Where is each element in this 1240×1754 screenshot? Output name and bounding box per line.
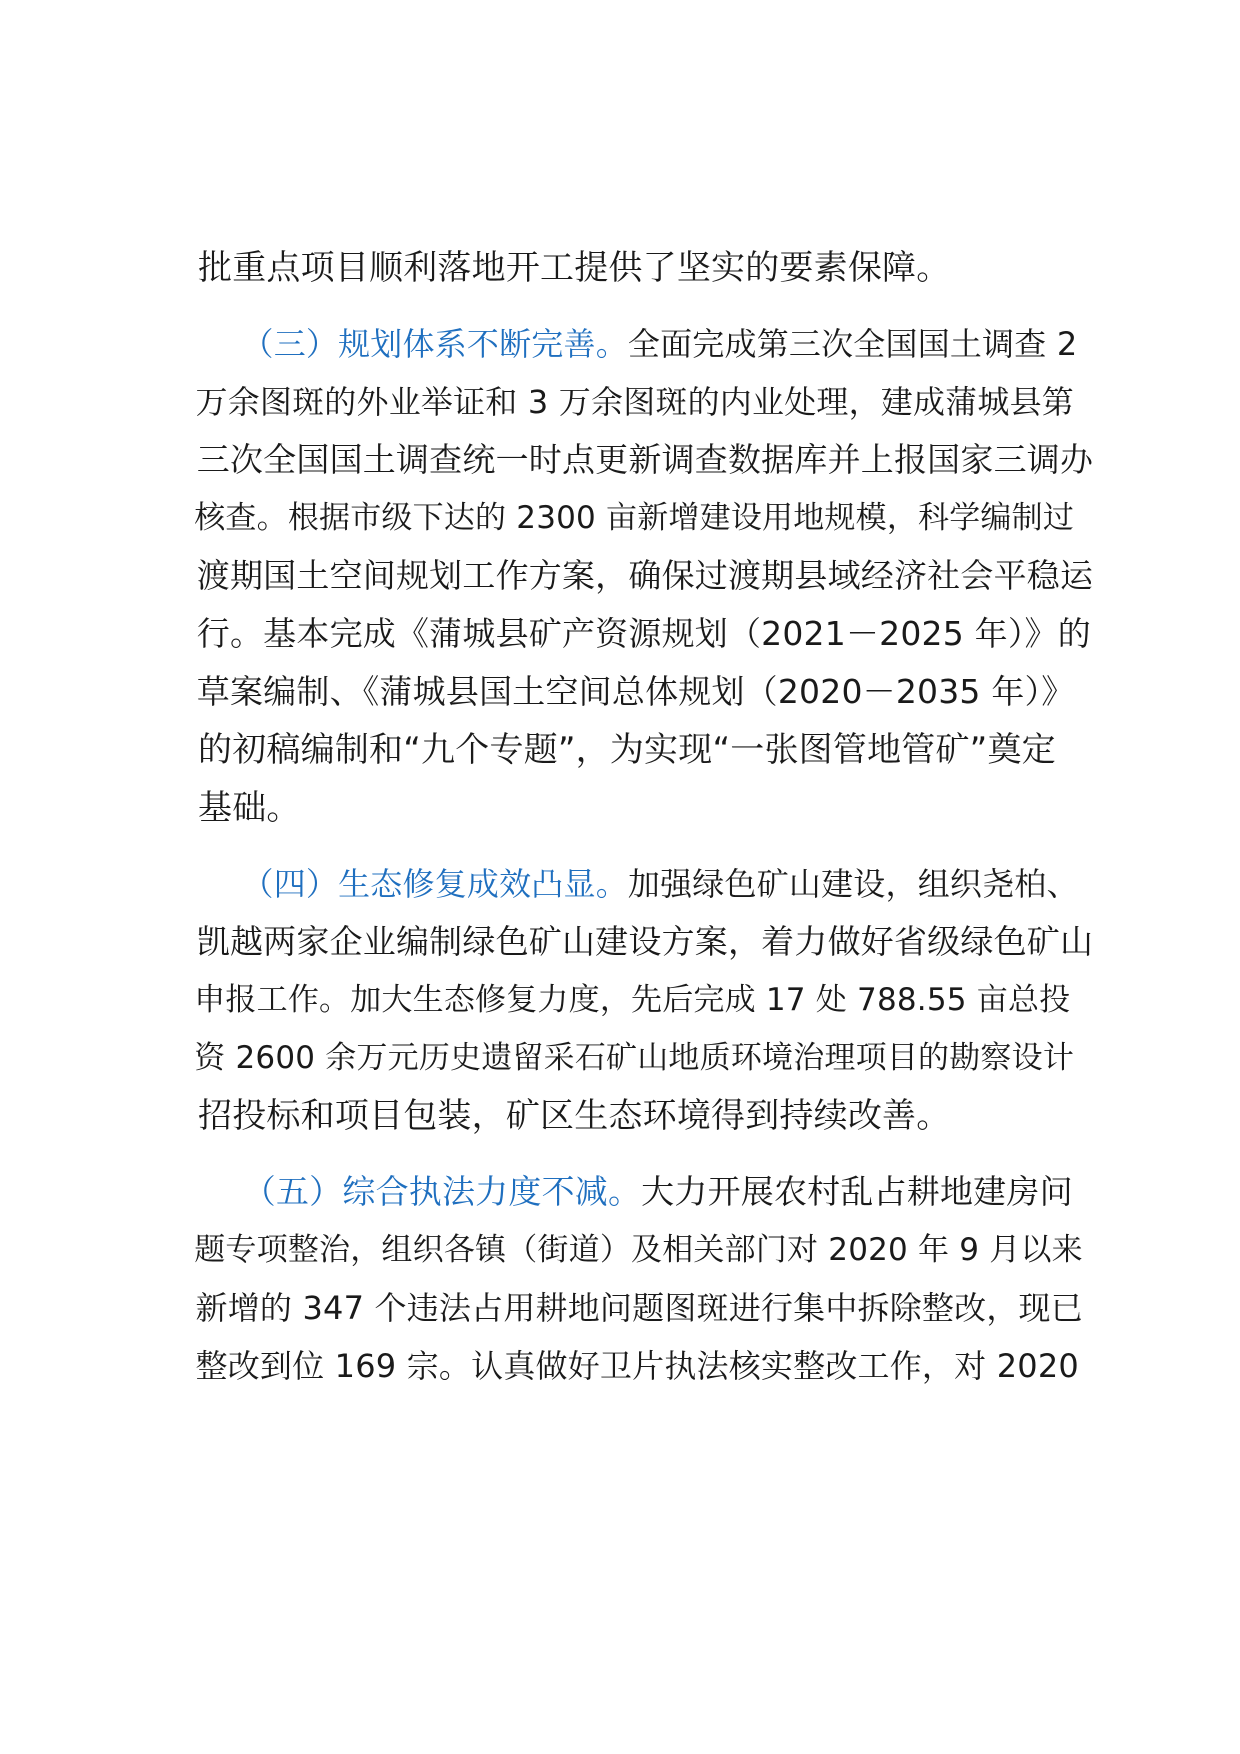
body-text: 三次全国国土调查统一时点更新调查数据库并上报国家三调办 <box>196 440 1094 479</box>
body-text: 整改到位 169 宗。认真做好卫片执法核实整改工作，对 2020 <box>195 1347 1079 1385</box>
text-line <box>154 504 1094 595</box>
body-text: 加强绿色矿山建设，组织尧柏、 <box>627 865 1079 903</box>
text-line <box>154 1178 1094 1268</box>
body-text: 招投标和项目包装，矿区生态环境得到持续改善。 <box>198 1096 951 1136</box>
section-heading-5: （五）综合执法力度不减。 <box>242 1172 642 1211</box>
body-text: 万余图斑的外业举证和 3 万余图斑的内业处理，建成蒲城县第 <box>195 383 1075 421</box>
body-text: 批重点项目顺利落地开工提供了坚实的要素保障。 <box>198 248 951 288</box>
text-line <box>154 196 1094 288</box>
body-text: 核查。根据市级下达的 2300 亩新增建设用地规模，科学编制过 <box>194 500 1075 536</box>
text-line <box>154 1044 1094 1136</box>
body-text: 资 2600 余万元历史遗留采石矿山地质环境治理项目的勘察设计 <box>194 1040 1075 1076</box>
section-heading-4: （四）生态修复成效凸显。 <box>241 865 628 903</box>
body-text: 新增的 347 个违法占用耕地问题图斑进行集中拆除整改，现已 <box>195 1289 1083 1327</box>
body-text: 大力开展农村乱占耕地建房问 <box>641 1172 1073 1211</box>
section-heading-line <box>200 812 1094 903</box>
text-line <box>154 678 1094 770</box>
body-text: 基础。 <box>198 788 301 828</box>
section-heading-3: （三）规划体系不断完善。 <box>241 325 628 363</box>
text-line <box>154 928 1094 1018</box>
text-line <box>154 446 1094 536</box>
text-line <box>154 330 1094 421</box>
body-text: 全面完成第三次全国国土调查 2 <box>627 325 1078 363</box>
body-text: 行。基本完成《蒲城县矿产资源规划（2021－2025 年）》的 <box>196 614 1091 653</box>
body-text: 题专项整治，组织各镇（街道）及相关部门对 2020 年 9 月以来 <box>194 1232 1083 1268</box>
body-text: 凯越两家企业编制绿色矿山建设方案，着力做好省级绿色矿山 <box>196 922 1094 961</box>
section-heading-line <box>200 1120 1094 1211</box>
text-line <box>154 736 1094 828</box>
text-line <box>154 1236 1094 1327</box>
text-line <box>154 388 1094 479</box>
body-text: 申报工作。加大生态修复力度，先后完成 17 处 788.55 亩总投 <box>194 982 1071 1018</box>
body-text: 草案编制、《蒲城县国土空间总体规划（2020－2035 年）》 <box>196 672 1075 711</box>
text-line <box>154 620 1094 711</box>
body-text: 的初稿编制和“九个专题”，为实现“一张图管地管矿”奠定 <box>198 730 1056 770</box>
text-line <box>154 986 1094 1076</box>
text-line <box>154 870 1094 961</box>
body-text: 渡期国土空间规划工作方案，确保过渡期县域经济社会平稳运 <box>196 556 1094 595</box>
text-line <box>154 1294 1094 1385</box>
section-heading-line <box>200 272 1094 363</box>
text-line <box>154 562 1094 653</box>
